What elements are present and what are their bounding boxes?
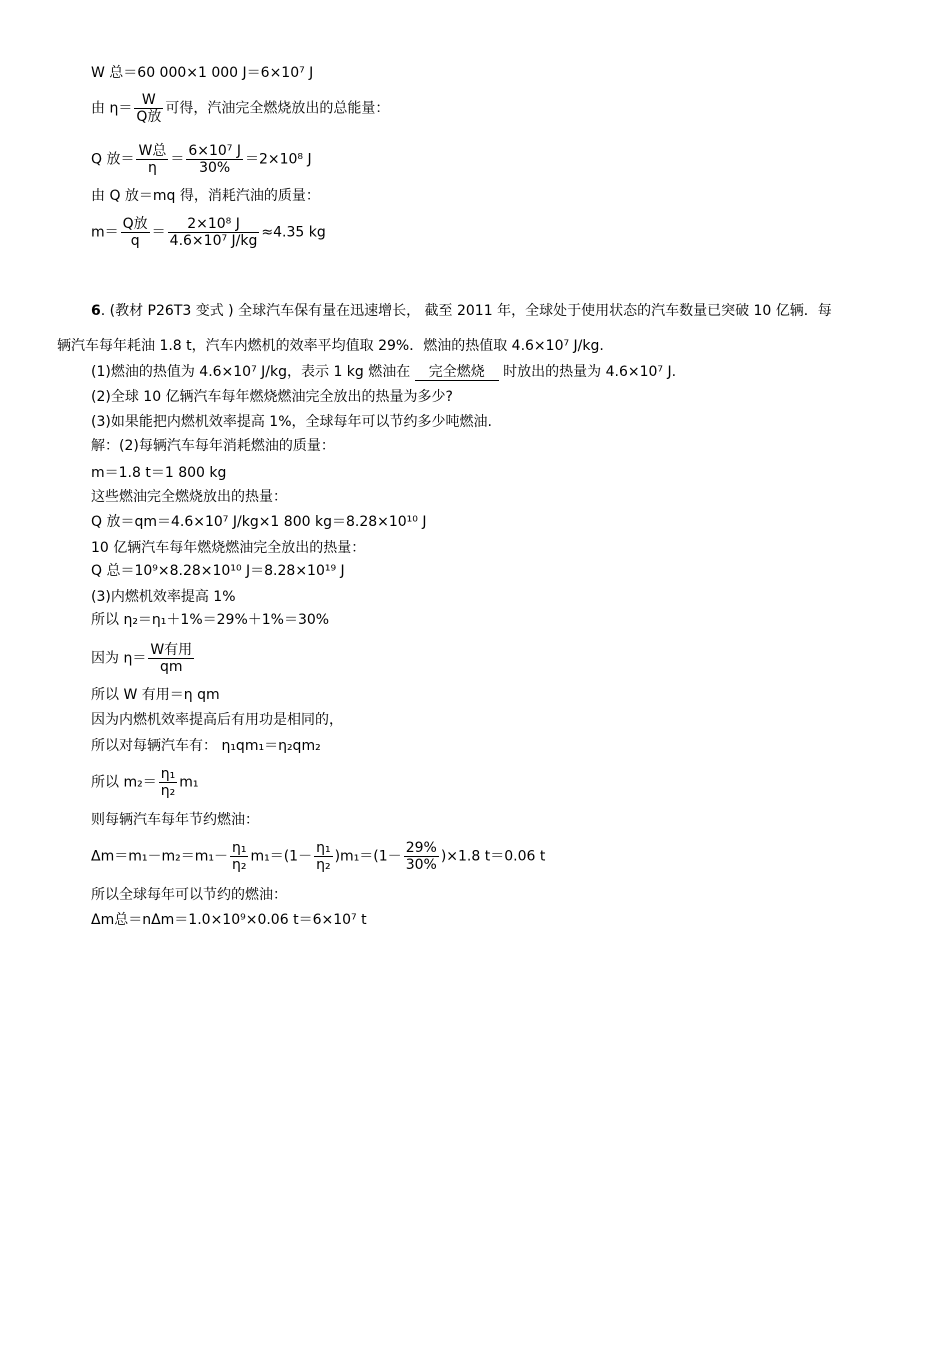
fraction-num: η₁ (316, 840, 331, 856)
question-number: 6 (91, 303, 101, 319)
fraction-num: W (134, 92, 163, 109)
solution-line: 10 亿辆汽车每年燃烧燃油完全放出的热量： (91, 540, 366, 556)
fraction-num: Q放 (122, 216, 148, 232)
fraction-den: 30% (199, 160, 231, 176)
text: Δm＝m₁－m₂＝m₁－ (91, 848, 228, 865)
fraction (314, 840, 333, 873)
fraction-den: η₂ (231, 857, 247, 873)
mass-result-line (91, 216, 326, 249)
fraction (136, 143, 168, 176)
fraction-num: W有用 (150, 642, 193, 658)
text: ＝ (170, 151, 185, 168)
text: Q 放＝ (91, 151, 135, 168)
fraction (159, 766, 178, 799)
solution-line: 解：(2)每辆汽车每年消耗燃油的质量： (91, 438, 335, 454)
text: )×1.8 t＝0.06 t (440, 848, 546, 865)
fraction-num: 2×10⁸ J (168, 216, 260, 233)
mass-formula-line: 由 Q 放＝mq 得，消耗汽油的质量： (91, 188, 320, 204)
solution-line: Q 放＝qm＝4.6×10⁷ J/kg×1 800 kg＝8.28×10¹⁰ J (91, 514, 427, 530)
solution-line: 所以全球每年可以节约的燃油： (91, 887, 287, 903)
text: m＝ (91, 224, 119, 241)
solution-line: (3)内燃机效率提高 1% (91, 589, 236, 605)
fraction-num: η₁ (160, 766, 176, 782)
fraction (168, 216, 260, 249)
solution-line: Δm总＝nΔm＝1.0×10⁹×0.06 t＝6×10⁷ t (91, 912, 367, 928)
solution-line: 因为内燃机效率提高后有用功是相同的， (91, 712, 343, 728)
fraction-den: 30% (405, 857, 437, 873)
solution-line: Q 总＝10⁹×8.28×10¹⁰ J＝8.28×10¹⁹ J (91, 563, 345, 579)
text: ＝2×10⁸ J (244, 151, 312, 168)
solution-line (91, 840, 545, 873)
question-part-1 (91, 363, 676, 381)
question-part-3: (3)如果能把内燃机效率提高 1%，全球每年可以节约多少吨燃油. (91, 414, 492, 430)
text: (1)燃油的热值为 4.6×10⁷ J/kg，表示 1 kg 燃油在 (91, 364, 415, 380)
solution-line: 则每辆汽车每年节约燃油： (91, 812, 259, 828)
question-6-stem-cont: 辆汽车每年耗油 1.8 t，汽车内燃机的效率平均值取 29%．燃油的热值取 4.6×10⁷ J/kg. (57, 338, 604, 354)
fraction-den: η (147, 160, 157, 176)
fraction-den: q (130, 233, 140, 249)
text: )m₁＝(1－ (334, 848, 402, 865)
fraction-den: 4.6×10⁷ J/kg (169, 233, 258, 249)
heat-released-line (91, 143, 312, 176)
question-part-2: (2)全球 10 亿辆汽车每年燃烧燃油完全放出的热量为多少? (91, 389, 453, 405)
solution-line: 所以对每辆汽车有： η₁qm₁＝η₂qm₂ (91, 738, 321, 754)
text: ≈4.35 kg (261, 224, 326, 241)
fraction-den: η₂ (316, 857, 331, 873)
solution-line (91, 766, 198, 799)
text: . (教材 P26T3 变式 ) 全球汽车保有量在迅速增长， 截至 2011 年，全球处于使用状态的汽车数量已突破 10 亿辆．每 (100, 303, 832, 319)
text: m₁＝(1－ (250, 848, 313, 865)
answer-blank: 完全燃烧 (415, 364, 499, 381)
fraction-den: η₂ (160, 783, 176, 799)
fraction-num: 29% (405, 840, 437, 856)
fraction (148, 642, 194, 675)
fraction (230, 840, 249, 873)
solution-line: 所以 W 有用＝η qm (91, 687, 220, 703)
text: 时放出的热量为 4.6×10⁷ J. (498, 364, 677, 380)
solution-line: m＝1.8 t＝1 800 kg (91, 465, 227, 481)
solution-line (91, 642, 196, 675)
fraction-den: qm (159, 659, 183, 675)
question-6-stem (91, 302, 832, 320)
solution-line: 这些燃油完全燃烧放出的热量： (91, 489, 287, 505)
fraction-num: 6×10⁷ J (188, 143, 241, 159)
fraction-den: Q放 (136, 109, 162, 125)
text: 由 η＝ (91, 100, 133, 117)
text: m₁ (179, 774, 199, 791)
work-total-line: W 总＝60 000×1 000 J＝6×10⁷ J (91, 65, 314, 81)
fraction-num: η₁ (231, 840, 247, 856)
fraction (404, 840, 439, 873)
text: 因为 η＝ (91, 650, 147, 667)
fraction (121, 216, 150, 249)
fraction-num: W总 (138, 143, 167, 159)
efficiency-formula-line (91, 92, 389, 125)
text: ＝ (151, 224, 166, 241)
text: 所以 m₂＝ (91, 774, 157, 791)
fraction (186, 143, 243, 176)
fraction (134, 92, 163, 125)
text: 可得，汽油完全燃烧放出的总能量： (165, 100, 390, 117)
solution-line: 所以 η₂＝η₁＋1%＝29%＋1%＝30% (91, 612, 330, 628)
